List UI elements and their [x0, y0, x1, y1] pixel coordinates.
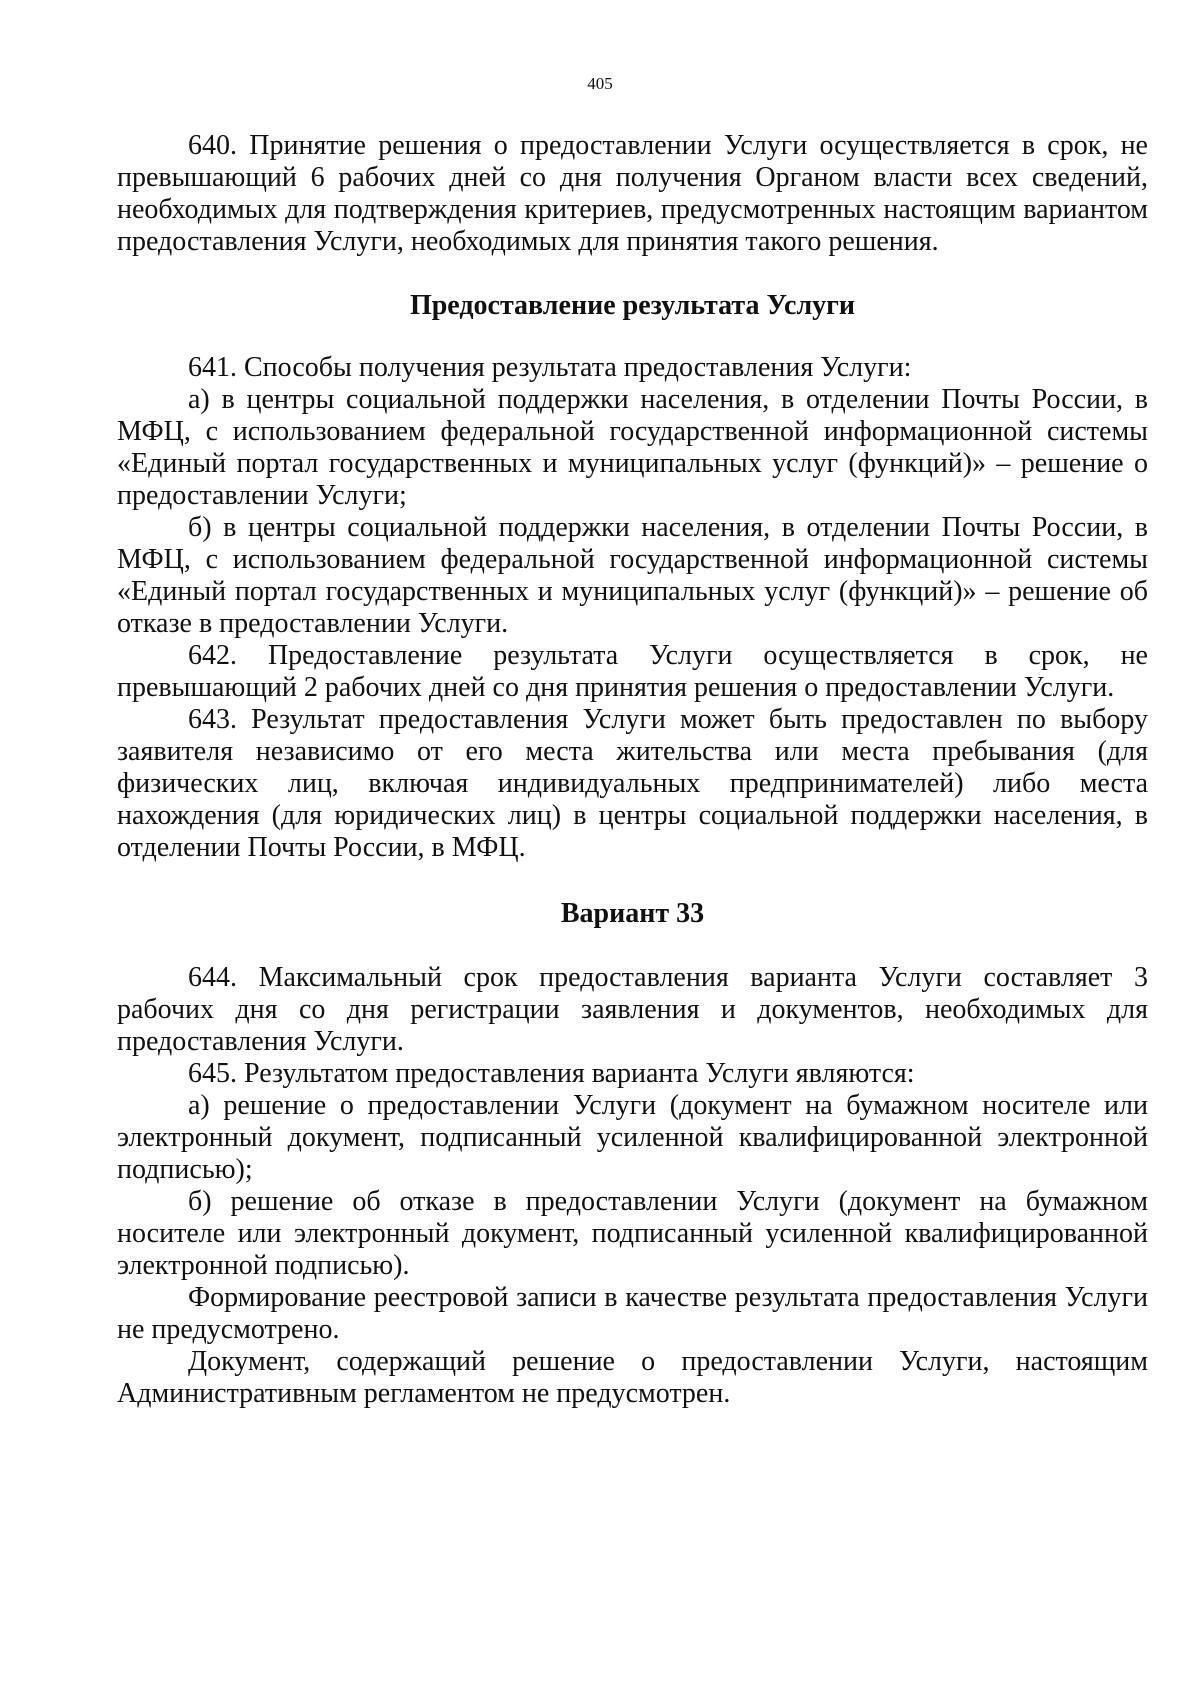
- paragraph-644: 644. Максимальный срок предоставления варианта Услуги составляет 3 рабочих дня со дня регистрации заявления и документов, необходимых для предоставления Услуги.: [117, 962, 1148, 1057]
- paragraph-640: 640. Принятие решения о предоставлении Услуги осуществляется в срок, не превышающий 6 рабочих дней со дня получения Органом власти всех сведений, необходимых для подтверждения критериев, предусмотренных настоящим вариантом предоставления Услуги, необходимых для принятия такого решения.: [117, 130, 1148, 257]
- section-heading-variant: Вариант 33: [560, 898, 705, 929]
- page-number: 405: [587, 74, 613, 93]
- section-heading-result: Предоставление результата Услуги: [409, 290, 856, 321]
- paragraph-registry-record: Формирование реестровой записи в качестве результата предоставления Услуги не предусмотрено.: [117, 1282, 1148, 1345]
- paragraph-641-b: б) в центры социальной поддержки населения, в отделении Почты России, в МФЦ, с использованием федеральной государственной информационной системы «Единый портал государственных и муниципальных услуг (функций)» – решение об отказе в предоставлении Услуги.: [117, 512, 1148, 639]
- paragraph-645-a: а) решение о предоставлении Услуги (документ на бумажном носителе или электронный документ, подписанный усиленной квалифицированной электронной подписью);: [117, 1090, 1148, 1185]
- paragraph-643: 643. Результат предоставления Услуги может быть предоставлен по выбору заявителя независимо от его места жительства или места пребывания (для физических лиц, включая индивидуальных предпринимателей) либо места нахождения (для юридических лиц) в центры социальной поддержки населения, в отделении Почты России, в МФЦ.: [117, 704, 1148, 863]
- paragraph-decision-document: Документ, содержащий решение о предоставлении Услуги, настоящим Административным регламентом не предусмотрен.: [117, 1346, 1148, 1409]
- paragraph-642: 642. Предоставление результата Услуги осуществляется в срок, не превышающий 2 рабочих дней со дня принятия решения о предоставлении Услуги.: [117, 640, 1148, 703]
- paragraph-645-b: б) решение об отказе в предоставлении Услуги (документ на бумажном носителе или электронный документ, подписанный усиленной квалифицированной электронной подписью).: [117, 1186, 1148, 1281]
- paragraph-641-a: а) в центры социальной поддержки населения, в отделении Почты России, в МФЦ, с использованием федеральной государственной информационной системы «Единый портал государственных и муниципальных услуг (функций)» – решение о предоставлении Услуги;: [117, 384, 1148, 511]
- paragraph-645: 645. Результатом предоставления варианта Услуги являются:: [188, 1058, 915, 1089]
- document-body: [117, 130, 1148, 1410]
- paragraph-641: 641. Способы получения результата предоставления Услуги:: [188, 352, 912, 383]
